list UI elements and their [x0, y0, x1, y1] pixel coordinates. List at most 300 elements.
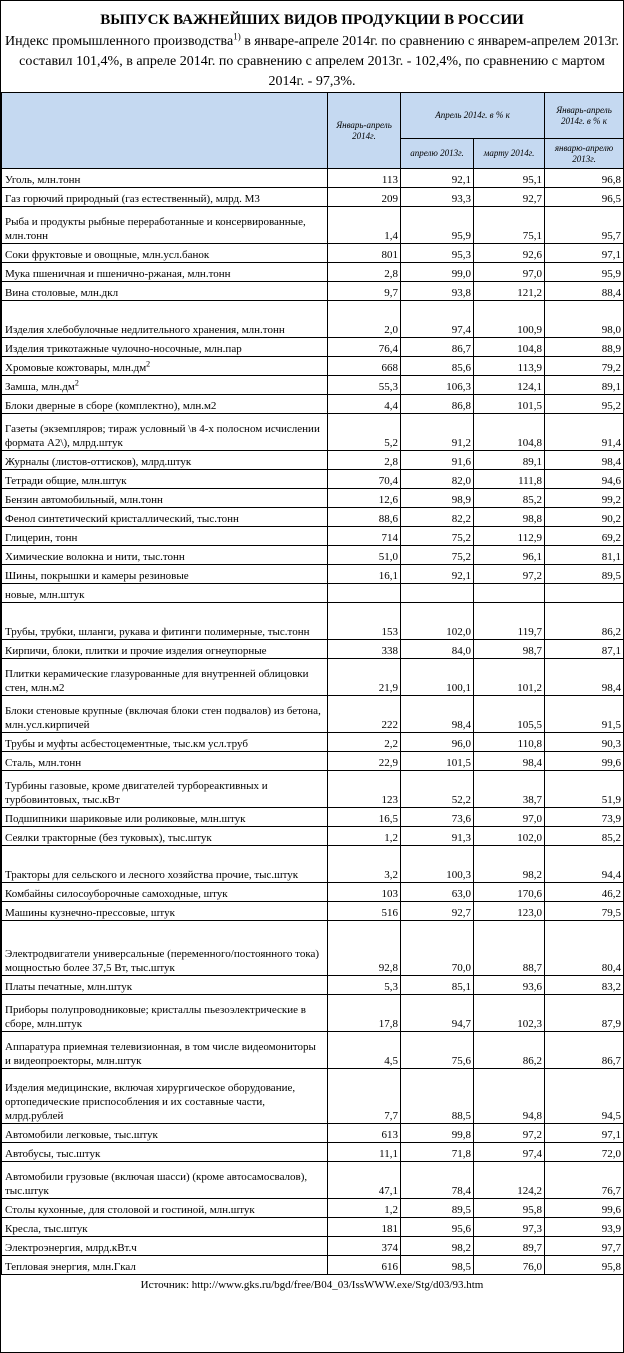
- jan-apr-value: 51,0: [328, 546, 401, 565]
- table-row: [2, 301, 624, 338]
- vs-april-value: 75,2: [401, 546, 474, 565]
- jan-apr-value: 3,2: [328, 846, 401, 883]
- product-name: Блоки стеновые крупные (включая блоки стен подвалов) из бетона, млн.усл.кирпичей: [5, 705, 321, 731]
- vs-march-value: 104,8: [474, 338, 545, 357]
- vs-april-value: 78,4: [401, 1162, 474, 1199]
- vs-march-value: 105,5: [474, 696, 545, 733]
- product-name: Газеты (экземпляров; тираж условный \в 4-х полосном исчислении формата А2\), млрд.штук: [5, 423, 320, 449]
- product-name: Сеялки тракторные (без туковых), тыс.штук: [5, 832, 212, 844]
- vs-march-value: 98,4: [474, 752, 545, 771]
- jan-apr-value: 1,2: [328, 1199, 401, 1218]
- vs-march-value: 76,0: [474, 1256, 545, 1275]
- jan-apr-value: 55,3: [328, 376, 401, 395]
- vs-march-value: 98,2: [474, 846, 545, 883]
- product-name: Изделия хлебобулочные недлительного хранения, млн.тонн: [5, 324, 285, 336]
- jan-apr-value: 7,7: [328, 1069, 401, 1124]
- table-row: [2, 1143, 624, 1162]
- table-row: [2, 470, 624, 489]
- vs-april-value: 63,0: [401, 883, 474, 902]
- vs-jan-apr-value: 97,1: [545, 1124, 624, 1143]
- table-row: [2, 282, 624, 301]
- vs-jan-apr-value: 97,7: [545, 1237, 624, 1256]
- vs-jan-apr-value: 89,5: [545, 565, 624, 584]
- vs-march-value: 123,0: [474, 902, 545, 921]
- table-row: [2, 263, 624, 282]
- vs-jan-apr-value: 96,5: [545, 188, 624, 207]
- vs-april-value: 91,2: [401, 414, 474, 451]
- product-name: Трубы, трубки, шланги, рукава и фитинги полимерные, тыс.тонн: [5, 626, 310, 638]
- product-name-cell: [2, 357, 328, 376]
- vs-jan-apr-value: 83,2: [545, 976, 624, 995]
- jan-apr-value: 613: [328, 1124, 401, 1143]
- product-name: Журналы (листов-оттисков), млрд.штук: [5, 456, 192, 468]
- intro-paragraph: [1, 29, 623, 92]
- jan-apr-value: 16,1: [328, 565, 401, 584]
- jan-apr-value: 2,2: [328, 733, 401, 752]
- vs-jan-apr-value: 95,2: [545, 395, 624, 414]
- intro-text-part1: Индекс промышленного производства: [5, 34, 234, 49]
- table-row: [2, 395, 624, 414]
- vs-jan-apr-value: 98,4: [545, 659, 624, 696]
- product-name: Электродвигатели универсальные (переменного/постоянного тока) мощностью более 37,5 Вт, тыс.штук: [5, 948, 320, 974]
- product-name: Фенол синтетический кристаллический, тыс.тонн: [5, 513, 239, 525]
- product-name-cell: [2, 527, 328, 546]
- product-name: Тепловая энергия, млн.Гкал: [5, 1261, 136, 1273]
- vs-jan-apr-value: 85,2: [545, 827, 624, 846]
- product-name: Глицерин, тонн: [5, 532, 78, 544]
- product-name-cell: [2, 489, 328, 508]
- product-name-cell: [2, 546, 328, 565]
- jan-apr-value: 4,4: [328, 395, 401, 414]
- product-name: Электроэнергия, млрд.кВт.ч: [5, 1242, 137, 1254]
- product-name: Трубы и муфты асбестоцементные, тыс.км усл.труб: [5, 738, 248, 750]
- table-row: [2, 207, 624, 244]
- product-name-cell: [2, 846, 328, 883]
- vs-march-value: 104,8: [474, 414, 545, 451]
- vs-jan-apr-value: 95,8: [545, 1256, 624, 1275]
- vs-jan-apr-value: 95,7: [545, 207, 624, 244]
- product-name: Хромовые кожтовары, млн.дм: [5, 362, 147, 374]
- vs-jan-apr-value: 96,8: [545, 169, 624, 188]
- vs-april-value: 86,8: [401, 395, 474, 414]
- product-name-cell: [2, 827, 328, 846]
- product-name: Автомобили легковые, тыс.штук: [5, 1129, 158, 1141]
- product-name: Газ горючий природный (газ естественный), млрд. М3: [5, 193, 260, 205]
- jan-apr-value: 88,6: [328, 508, 401, 527]
- vs-march-value: 102,3: [474, 995, 545, 1032]
- product-name-cell: [2, 1124, 328, 1143]
- unit-superscript: 2: [146, 359, 151, 369]
- vs-april-value: 52,2: [401, 771, 474, 808]
- vs-april-value: 100,1: [401, 659, 474, 696]
- product-name-cell: [2, 188, 328, 207]
- vs-march-value: 112,9: [474, 527, 545, 546]
- vs-april-value: 85,6: [401, 357, 474, 376]
- product-name-cell: [2, 244, 328, 263]
- table-row: [2, 883, 624, 902]
- vs-jan-apr-value: 72,0: [545, 1143, 624, 1162]
- product-name-cell: [2, 207, 328, 244]
- product-name-cell: [2, 808, 328, 827]
- table-row: [2, 508, 624, 527]
- vs-march-value: 101,2: [474, 659, 545, 696]
- product-name: Изделия медицинские, включая хирургическое оборудование, ортопедические приспособления и их составные части, млрд.рублей: [5, 1082, 296, 1122]
- vs-march-value: 96,1: [474, 546, 545, 565]
- vs-jan-apr-value: 90,3: [545, 733, 624, 752]
- vs-april-value: 85,1: [401, 976, 474, 995]
- unit-superscript: 2: [74, 378, 79, 388]
- table-row: [2, 659, 624, 696]
- vs-jan-apr-value: 81,1: [545, 546, 624, 565]
- table-row: [2, 338, 624, 357]
- jan-apr-value: 181: [328, 1218, 401, 1237]
- jan-apr-value: 222: [328, 696, 401, 733]
- page-title: ВЫПУСК ВАЖНЕЙШИХ ВИДОВ ПРОДУКЦИИ В РОССИИ: [100, 12, 524, 28]
- vs-jan-apr-value: 51,9: [545, 771, 624, 808]
- jan-apr-value: 668: [328, 357, 401, 376]
- jan-apr-value: [328, 584, 401, 603]
- vs-jan-apr-value: 79,2: [545, 357, 624, 376]
- product-name: Комбайны силосоуборочные самоходные, штук: [5, 888, 228, 900]
- jan-apr-value: 1,4: [328, 207, 401, 244]
- product-name-cell: [2, 1199, 328, 1218]
- vs-april-value: 96,0: [401, 733, 474, 752]
- vs-march-value: 111,8: [474, 470, 545, 489]
- vs-jan-apr-value: 90,2: [545, 508, 624, 527]
- table-row: [2, 1162, 624, 1199]
- vs-jan-apr-value: [545, 584, 624, 603]
- vs-april-value: 82,2: [401, 508, 474, 527]
- vs-jan-apr-value: 94,5: [545, 1069, 624, 1124]
- table-row: [2, 1237, 624, 1256]
- jan-apr-value: 113: [328, 169, 401, 188]
- table-row: [2, 921, 624, 976]
- vs-jan-apr-value: 94,4: [545, 846, 624, 883]
- header-vs-march-2014: марту 2014г.: [474, 139, 545, 169]
- vs-april-value: 98,2: [401, 1237, 474, 1256]
- vs-april-value: 92,7: [401, 902, 474, 921]
- vs-march-value: 97,0: [474, 263, 545, 282]
- vs-march-value: 170,6: [474, 883, 545, 902]
- jan-apr-value: 76,4: [328, 338, 401, 357]
- table-row: [2, 1124, 624, 1143]
- vs-april-value: 75,2: [401, 527, 474, 546]
- vs-jan-apr-value: 89,1: [545, 376, 624, 395]
- header-product-cell: [2, 93, 328, 169]
- product-name-cell: [2, 508, 328, 527]
- product-name-cell: [2, 263, 328, 282]
- vs-march-value: 89,7: [474, 1237, 545, 1256]
- product-name: Аппаратура приемная телевизионная, в том числе видеомониторы и видеопроекторы, млн.штук: [5, 1041, 316, 1067]
- product-name: Вина столовые, млн.дкл: [5, 287, 119, 299]
- product-name: Автобусы, тыс.штук: [5, 1148, 101, 1160]
- vs-jan-apr-value: 99,6: [545, 752, 624, 771]
- product-name: Столы кухонные, для столовой и гостиной, млн.штук: [5, 1204, 255, 1216]
- table-row: [2, 1032, 624, 1069]
- table-row: [2, 414, 624, 451]
- vs-march-value: 92,7: [474, 188, 545, 207]
- vs-april-value: 93,3: [401, 188, 474, 207]
- product-name-cell: [2, 395, 328, 414]
- product-name-cell: [2, 301, 328, 338]
- vs-jan-apr-value: 98,0: [545, 301, 624, 338]
- jan-apr-value: 47,1: [328, 1162, 401, 1199]
- vs-jan-apr-value: 69,2: [545, 527, 624, 546]
- vs-jan-apr-value: 79,5: [545, 902, 624, 921]
- jan-apr-value: 22,9: [328, 752, 401, 771]
- product-name-cell: [2, 470, 328, 489]
- vs-april-value: 75,6: [401, 1032, 474, 1069]
- product-name: Тракторы для сельского и лесного хозяйства прочие, тыс.штук: [5, 869, 299, 881]
- vs-march-value: 95,8: [474, 1199, 545, 1218]
- product-name-cell: [2, 696, 328, 733]
- table-row: [2, 808, 624, 827]
- header-jan-apr-group: Январь-апрель 2014г. в % к: [545, 93, 624, 139]
- table-row: [2, 696, 624, 733]
- product-name-cell: [2, 921, 328, 976]
- vs-april-value: 92,1: [401, 169, 474, 188]
- product-name: Сталь, млн.тонн: [5, 757, 82, 769]
- product-name-cell: [2, 1218, 328, 1237]
- product-name: Платы печатные, млн.штук: [5, 981, 133, 993]
- jan-apr-value: 5,2: [328, 414, 401, 451]
- vs-march-value: 75,1: [474, 207, 545, 244]
- vs-april-value: 95,6: [401, 1218, 474, 1237]
- product-name: Мука пшеничная и пшенично-ржаная, млн.тонн: [5, 268, 231, 280]
- vs-march-value: 121,2: [474, 282, 545, 301]
- vs-april-value: 101,5: [401, 752, 474, 771]
- product-name: новые, млн.штук: [5, 589, 85, 601]
- vs-march-value: 113,9: [474, 357, 545, 376]
- source-note: Источник: http://www.gks.ru/bgd/free/B04_03/IssWWW.exe/Stg/d03/93.htm: [140, 1279, 484, 1291]
- vs-april-value: 99,0: [401, 263, 474, 282]
- header-vs-april-2013: апрелю 2013г.: [401, 139, 474, 169]
- product-name-cell: [2, 565, 328, 584]
- vs-march-value: 94,8: [474, 1069, 545, 1124]
- header-april-group: Апрель 2014г. в % к: [401, 93, 545, 139]
- vs-april-value: 99,8: [401, 1124, 474, 1143]
- vs-march-value: 98,7: [474, 640, 545, 659]
- table-row: [2, 1256, 624, 1275]
- vs-march-value: 86,2: [474, 1032, 545, 1069]
- vs-april-value: 97,4: [401, 301, 474, 338]
- vs-march-value: 101,5: [474, 395, 545, 414]
- vs-april-value: 86,7: [401, 338, 474, 357]
- jan-apr-value: 1,2: [328, 827, 401, 846]
- vs-jan-apr-value: 86,2: [545, 603, 624, 640]
- table-row: [2, 640, 624, 659]
- vs-jan-apr-value: 80,4: [545, 921, 624, 976]
- vs-april-value: 71,8: [401, 1143, 474, 1162]
- jan-apr-value: 4,5: [328, 1032, 401, 1069]
- vs-march-value: 97,0: [474, 808, 545, 827]
- jan-apr-value: 153: [328, 603, 401, 640]
- jan-apr-value: 70,4: [328, 470, 401, 489]
- product-name-cell: [2, 640, 328, 659]
- vs-jan-apr-value: 93,9: [545, 1218, 624, 1237]
- vs-jan-apr-value: 76,7: [545, 1162, 624, 1199]
- jan-apr-value: 21,9: [328, 659, 401, 696]
- vs-april-value: 102,0: [401, 603, 474, 640]
- product-name: Замша, млн.дм: [5, 381, 75, 393]
- product-name-cell: [2, 976, 328, 995]
- table-row: [2, 357, 624, 376]
- product-name-cell: [2, 1069, 328, 1124]
- table-body: [2, 169, 624, 1275]
- vs-march-value: 93,6: [474, 976, 545, 995]
- table-row: [2, 451, 624, 470]
- vs-jan-apr-value: 88,4: [545, 282, 624, 301]
- vs-jan-apr-value: 46,2: [545, 883, 624, 902]
- vs-march-value: 124,2: [474, 1162, 545, 1199]
- vs-jan-apr-value: 86,7: [545, 1032, 624, 1069]
- jan-apr-value: 11,1: [328, 1143, 401, 1162]
- product-name-cell: [2, 414, 328, 451]
- table-row: [2, 376, 624, 395]
- table-row: [2, 1069, 624, 1124]
- table-row: [2, 565, 624, 584]
- product-name: Тетради общие, млн.штук: [5, 475, 127, 487]
- product-name-cell: [2, 902, 328, 921]
- vs-april-value: 91,3: [401, 827, 474, 846]
- jan-apr-value: 16,5: [328, 808, 401, 827]
- jan-apr-value: 616: [328, 1256, 401, 1275]
- vs-march-value: 88,7: [474, 921, 545, 976]
- jan-apr-value: 338: [328, 640, 401, 659]
- table-row: [2, 489, 624, 508]
- product-name-cell: [2, 376, 328, 395]
- table-row: [2, 169, 624, 188]
- vs-march-value: 95,1: [474, 169, 545, 188]
- jan-apr-value: 9,7: [328, 282, 401, 301]
- table-row: [2, 603, 624, 640]
- product-name: Изделия трикотажные чулочно-носочные, млн.пар: [5, 343, 242, 355]
- vs-jan-apr-value: 91,4: [545, 414, 624, 451]
- product-name-cell: [2, 771, 328, 808]
- table-row: [2, 902, 624, 921]
- jan-apr-value: 374: [328, 1237, 401, 1256]
- product-name: Рыба и продукты рыбные переработанные и консервированные, млн.тонн: [5, 216, 306, 242]
- jan-apr-value: 92,8: [328, 921, 401, 976]
- jan-apr-value: 2,8: [328, 451, 401, 470]
- table-row: [2, 1218, 624, 1237]
- table-row: [2, 846, 624, 883]
- table-row: [2, 546, 624, 565]
- vs-april-value: 93,8: [401, 282, 474, 301]
- jan-apr-value: 103: [328, 883, 401, 902]
- vs-march-value: 97,4: [474, 1143, 545, 1162]
- table-row: [2, 752, 624, 771]
- product-name-cell: [2, 1256, 328, 1275]
- vs-jan-apr-value: 99,2: [545, 489, 624, 508]
- table-row: [2, 584, 624, 603]
- jan-apr-value: 123: [328, 771, 401, 808]
- table-row: [2, 733, 624, 752]
- vs-april-value: 94,7: [401, 995, 474, 1032]
- product-name-cell: [2, 282, 328, 301]
- vs-april-value: 98,9: [401, 489, 474, 508]
- product-name-cell: [2, 659, 328, 696]
- vs-march-value: 110,8: [474, 733, 545, 752]
- vs-jan-apr-value: 88,9: [545, 338, 624, 357]
- product-name-cell: [2, 883, 328, 902]
- vs-april-value: 88,5: [401, 1069, 474, 1124]
- vs-jan-apr-value: 97,1: [545, 244, 624, 263]
- header-jan-apr: Январь-апрель 2014г.: [328, 93, 401, 169]
- vs-march-value: 100,9: [474, 301, 545, 338]
- vs-march-value: 85,2: [474, 489, 545, 508]
- product-name: Бензин автомобильный, млн.тонн: [5, 494, 163, 506]
- product-name: Плитки керамические глазурованные для внутренней облицовки стен, млн.м2: [5, 668, 309, 694]
- product-name-cell: [2, 169, 328, 188]
- vs-april-value: 106,3: [401, 376, 474, 395]
- product-name-cell: [2, 451, 328, 470]
- vs-april-value: 98,5: [401, 1256, 474, 1275]
- table-row: [2, 827, 624, 846]
- vs-april-value: [401, 584, 474, 603]
- product-name-cell: [2, 338, 328, 357]
- table-row: [2, 976, 624, 995]
- jan-apr-value: 801: [328, 244, 401, 263]
- product-name: Соки фруктовые и овощные, млн.усл.банок: [5, 249, 210, 261]
- table-row: [2, 244, 624, 263]
- vs-april-value: 100,3: [401, 846, 474, 883]
- product-name: Автомобили грузовые (включая шасси) (кроме автосамосвалов), тыс.штук: [5, 1171, 308, 1197]
- jan-apr-value: 12,6: [328, 489, 401, 508]
- table-row: [2, 1199, 624, 1218]
- product-name: Блоки дверные в сборе (комплектно), млн.м2: [5, 400, 217, 412]
- product-name-cell: [2, 603, 328, 640]
- vs-april-value: 95,9: [401, 207, 474, 244]
- vs-march-value: 98,8: [474, 508, 545, 527]
- vs-jan-apr-value: 99,6: [545, 1199, 624, 1218]
- jan-apr-value: 2,8: [328, 263, 401, 282]
- jan-apr-value: 5,3: [328, 976, 401, 995]
- vs-april-value: 70,0: [401, 921, 474, 976]
- intro-text-part2: в январе-апреле 2014г. по сравнению с январем-апрелем 2013г. составил 101,4%, в апреле 2014г. по сравнению с апрелем 2013г. - 102,4%, по сравнению с мартом 2014г. - 97,3%.: [19, 34, 620, 89]
- product-name: Подшипники шариковые или роликовые, млн.штук: [5, 813, 246, 825]
- vs-march-value: 102,0: [474, 827, 545, 846]
- vs-jan-apr-value: 91,5: [545, 696, 624, 733]
- vs-april-value: 89,5: [401, 1199, 474, 1218]
- product-name-cell: [2, 1143, 328, 1162]
- table-row: [2, 527, 624, 546]
- product-name-cell: [2, 584, 328, 603]
- product-name: Машины кузнечно-прессовые, штук: [5, 907, 175, 919]
- header-vs-jan-apr-2013: январю-апрелю 2013г.: [545, 139, 624, 169]
- jan-apr-value: 17,8: [328, 995, 401, 1032]
- vs-april-value: 82,0: [401, 470, 474, 489]
- vs-april-value: 98,4: [401, 696, 474, 733]
- vs-jan-apr-value: 87,1: [545, 640, 624, 659]
- jan-apr-value: 2,0: [328, 301, 401, 338]
- vs-april-value: 73,6: [401, 808, 474, 827]
- product-name-cell: [2, 752, 328, 771]
- vs-april-value: 95,3: [401, 244, 474, 263]
- product-name: Шины, покрышки и камеры резиновые: [5, 570, 189, 582]
- product-name: Кресла, тыс.штук: [5, 1223, 88, 1235]
- product-name: Уголь, млн.тонн: [5, 174, 81, 186]
- vs-march-value: 97,2: [474, 1124, 545, 1143]
- intro-footnote-mark: 1): [233, 31, 241, 42]
- table-row: [2, 995, 624, 1032]
- vs-april-value: 84,0: [401, 640, 474, 659]
- jan-apr-value: 714: [328, 527, 401, 546]
- vs-march-value: 124,1: [474, 376, 545, 395]
- product-name-cell: [2, 1162, 328, 1199]
- vs-jan-apr-value: 87,9: [545, 995, 624, 1032]
- vs-jan-apr-value: 95,9: [545, 263, 624, 282]
